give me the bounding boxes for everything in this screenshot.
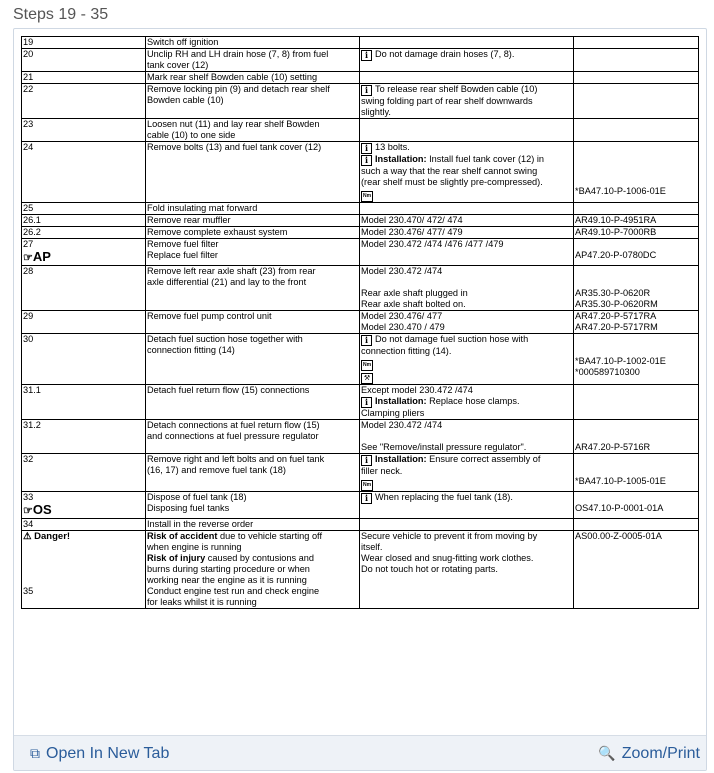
cell-line bbox=[361, 142, 572, 154]
cell-text: due to vehicle starting off bbox=[217, 531, 322, 541]
cell-text: See "Remove/install pressure regulator". bbox=[361, 442, 527, 452]
cell-line: AR49.10-P-4951RA bbox=[575, 215, 657, 225]
cell-line bbox=[575, 492, 697, 503]
table-row bbox=[22, 420, 699, 454]
cell-line bbox=[575, 239, 697, 250]
cell-line: tank cover (12) bbox=[147, 60, 209, 70]
cell-line: 27 bbox=[23, 239, 34, 249]
cell-line bbox=[147, 597, 358, 608]
notes-cell bbox=[360, 215, 574, 227]
step-cell bbox=[22, 203, 146, 215]
cell-line bbox=[361, 420, 572, 431]
reference-cell bbox=[574, 49, 699, 72]
danger-cell bbox=[22, 531, 146, 609]
operation-cell bbox=[146, 142, 360, 203]
spacer bbox=[23, 542, 144, 553]
cell-line: 26.1 bbox=[23, 215, 41, 225]
notes-cell bbox=[360, 203, 574, 215]
table-row bbox=[22, 519, 699, 531]
cell-line: Remove bolts (13) and fuel tank cover (12) bbox=[147, 142, 322, 152]
cell-line: Do not touch hot or rotating parts. bbox=[361, 564, 498, 574]
cell-line: Wear closed and snug-fitting work clothes. bbox=[361, 553, 534, 563]
cell-line: connection fitting (14) bbox=[147, 345, 235, 355]
cell-line: Unclip RH and LH drain hose (7, 8) from fuel bbox=[147, 49, 329, 59]
cell-line bbox=[147, 586, 358, 597]
torque-icon: Nm bbox=[361, 480, 373, 491]
notes-cell bbox=[360, 84, 574, 119]
cell-line bbox=[147, 553, 358, 564]
cell-line: 32 bbox=[23, 454, 34, 464]
cell-line bbox=[575, 345, 697, 356]
cell-line: 25 bbox=[23, 203, 34, 213]
cell-line bbox=[361, 277, 572, 288]
cell-line bbox=[361, 239, 572, 250]
cell-line bbox=[361, 466, 572, 477]
cell-text: 13 bolts. bbox=[375, 142, 410, 152]
cell-line bbox=[575, 153, 697, 164]
danger-label: Danger! bbox=[34, 531, 71, 542]
cell-text: Model 230.470 / 479 bbox=[361, 322, 445, 332]
step-cell bbox=[22, 239, 146, 266]
cell-line: Remove locking pin (9) and detach rear shelf bbox=[147, 84, 330, 94]
cell-text: Model 230.472 /474 bbox=[361, 266, 443, 276]
info-icon: i bbox=[361, 50, 372, 61]
cell-line: Remove left rear axle shaft (23) from rear bbox=[147, 266, 316, 276]
cell-text: burns during starting procedure or when bbox=[147, 564, 310, 574]
operation-cell bbox=[146, 519, 360, 531]
danger-row bbox=[22, 531, 699, 609]
operation-cell bbox=[146, 334, 360, 385]
cell-text: Model 230.472 /474 /476 /477 /479 bbox=[361, 239, 504, 249]
reference-cell bbox=[574, 239, 699, 266]
reference-cell bbox=[574, 385, 699, 420]
cell-text: swing folding part of rear shelf downwards bbox=[361, 96, 533, 106]
cell-line: *000589710300 bbox=[575, 367, 640, 377]
table-row bbox=[22, 266, 699, 311]
cell-line bbox=[361, 311, 572, 322]
cell-text: Model 230.476/ 477 bbox=[361, 311, 443, 321]
reference-cell bbox=[574, 311, 699, 334]
cell-line: 31.1 bbox=[23, 385, 41, 395]
cell-text: slightly. bbox=[361, 107, 391, 117]
bold-label: Risk of accident bbox=[147, 531, 218, 541]
cell-line bbox=[575, 431, 697, 442]
operation-cell bbox=[146, 454, 360, 492]
cell-line bbox=[147, 542, 358, 553]
operation-cell bbox=[146, 215, 360, 227]
open-new-tab-icon: ⧉ bbox=[30, 745, 40, 761]
cell-text: Model 230.476/ 477/ 479 bbox=[361, 227, 463, 237]
reference-cell bbox=[574, 454, 699, 492]
cell-line: AR35.30-P-0620R bbox=[575, 288, 651, 298]
cell-text: for leaks whilst it is running bbox=[147, 597, 257, 607]
zoom-print-label: Zoom/Print bbox=[621, 745, 700, 762]
cell-line bbox=[361, 49, 572, 61]
reference-cell bbox=[574, 531, 699, 609]
torque-icon: Nm bbox=[361, 191, 373, 202]
reference-cell bbox=[574, 37, 699, 49]
table-row bbox=[22, 311, 699, 334]
step-cell bbox=[22, 72, 146, 84]
open-in-new-tab-label: Open In New Tab bbox=[46, 745, 170, 762]
cell-line bbox=[575, 334, 697, 345]
notes-cell bbox=[360, 492, 574, 519]
cell-line: *BA47.10-P-1006-01E bbox=[575, 186, 666, 196]
doc-type-label: OS bbox=[32, 502, 52, 517]
cell-text: Replace hose clamps. bbox=[426, 396, 520, 406]
cell-line: *BA47.10-P-1005-01E bbox=[575, 476, 666, 486]
info-icon: i bbox=[361, 155, 372, 166]
cell-line: AR47.20-P-5717RM bbox=[575, 322, 658, 332]
notes-cell bbox=[360, 531, 574, 609]
cell-line: 33 bbox=[23, 492, 34, 502]
reference-cell bbox=[574, 119, 699, 142]
step-cell bbox=[22, 420, 146, 454]
cell-text: caused by contusions and bbox=[205, 553, 314, 563]
notes-cell bbox=[360, 454, 574, 492]
spacer bbox=[23, 564, 144, 575]
cell-line bbox=[361, 442, 572, 453]
step-cell bbox=[22, 37, 146, 49]
cell-line: axle differential (21) and lay to the front bbox=[147, 277, 307, 287]
operation-cell bbox=[146, 420, 360, 454]
table-row bbox=[22, 492, 699, 519]
notes-cell bbox=[360, 519, 574, 531]
step-cell bbox=[22, 266, 146, 311]
zoom-print-link[interactable] bbox=[598, 745, 700, 763]
info-icon: i bbox=[361, 85, 372, 96]
cell-line: 28 bbox=[23, 266, 34, 276]
step-cell bbox=[22, 215, 146, 227]
cell-line: Fold insulating mat forward bbox=[147, 203, 258, 213]
info-icon: i bbox=[361, 455, 372, 466]
operation-cell bbox=[146, 492, 360, 519]
cell-line: Install in the reverse order bbox=[147, 519, 254, 529]
cell-line: Remove right and left bolts and on fuel tank bbox=[147, 454, 325, 464]
cell-line bbox=[147, 531, 358, 542]
cell-text: connection fitting (14). bbox=[361, 346, 452, 356]
cell-line bbox=[361, 385, 572, 396]
warning-triangle-icon: ⚠ bbox=[23, 531, 35, 542]
bold-label: Installation: bbox=[375, 154, 427, 164]
cell-line: AR49.10-P-7000RB bbox=[575, 227, 657, 237]
cell-line: 23 bbox=[23, 119, 34, 129]
cell-line bbox=[361, 96, 572, 107]
zoom-icon: 🔍 bbox=[598, 745, 616, 761]
cell-line: 30 bbox=[23, 334, 34, 344]
cell-line: Detach connections at fuel return flow (15) bbox=[147, 420, 320, 430]
cell-line: Dispose of fuel tank (18) bbox=[147, 492, 247, 502]
notes-cell bbox=[360, 227, 574, 239]
operation-cell bbox=[146, 311, 360, 334]
cell-line: Mark rear shelf Bowden cable (10) setting bbox=[147, 72, 318, 82]
cell-line bbox=[575, 142, 697, 153]
notes-cell bbox=[360, 119, 574, 142]
bold-label: Installation: bbox=[375, 396, 427, 406]
cell-line bbox=[361, 288, 572, 299]
page-title: Steps 19 - 35 bbox=[13, 6, 109, 23]
cell-line: itself. bbox=[361, 542, 383, 552]
table-row bbox=[22, 454, 699, 492]
cell-line bbox=[575, 465, 697, 476]
table-row bbox=[22, 203, 699, 215]
notes-cell bbox=[360, 37, 574, 49]
cell-line bbox=[23, 503, 144, 518]
cell-text: filler neck. bbox=[361, 466, 403, 476]
reference-cell bbox=[574, 227, 699, 239]
operation-cell bbox=[146, 239, 360, 266]
step-cell bbox=[22, 84, 146, 119]
cell-line bbox=[147, 564, 358, 575]
cell-line: Switch off ignition bbox=[147, 37, 219, 47]
operation-cell bbox=[146, 37, 360, 49]
cell-text: Rear axle shaft plugged in bbox=[361, 288, 468, 298]
cell-line: 26.2 bbox=[23, 227, 41, 237]
reference-cell bbox=[574, 203, 699, 215]
cell-line: 19 bbox=[23, 37, 34, 47]
step-cell bbox=[22, 385, 146, 420]
notes-cell bbox=[360, 266, 574, 311]
cell-line: *BA47.10-P-1002-01E bbox=[575, 356, 666, 366]
step-cell bbox=[22, 519, 146, 531]
operation-cell bbox=[146, 49, 360, 72]
cell-line bbox=[361, 396, 572, 408]
step-cell bbox=[22, 311, 146, 334]
cell-text: When replacing the fuel tank (18). bbox=[375, 492, 513, 502]
cell-line: AR47.20-P-5717RA bbox=[575, 311, 657, 321]
cell-text: working near the engine as it is running bbox=[147, 575, 307, 585]
cell-line: AR35.30-P-0620RM bbox=[575, 299, 658, 309]
cell-line bbox=[575, 277, 697, 288]
cell-line: Disposing fuel tanks bbox=[147, 503, 230, 513]
cell-line bbox=[575, 454, 697, 465]
reference-cell bbox=[574, 266, 699, 311]
cell-line bbox=[361, 227, 572, 238]
cell-line bbox=[23, 250, 144, 265]
cell-line bbox=[361, 477, 572, 491]
reference-cell bbox=[574, 334, 699, 385]
cell-line bbox=[361, 299, 572, 310]
cell-text: Install fuel tank cover (12) in bbox=[426, 154, 545, 164]
footer-bar bbox=[14, 735, 706, 771]
info-icon: i bbox=[361, 493, 372, 504]
cell-line: Replace fuel filter bbox=[147, 250, 218, 260]
cell-line bbox=[361, 346, 572, 357]
bold-label: Installation: bbox=[375, 454, 427, 464]
cell-line: 29 bbox=[23, 311, 34, 321]
step-cell bbox=[22, 49, 146, 72]
table-row bbox=[22, 37, 699, 49]
cell-text: such a way that the rear shelf cannot swing bbox=[361, 166, 538, 176]
steps-table bbox=[21, 36, 699, 609]
document-frame bbox=[13, 28, 707, 771]
cell-line: Remove fuel pump control unit bbox=[147, 311, 272, 321]
cell-text: Except model 230.472 /474 bbox=[361, 385, 473, 395]
notes-cell bbox=[360, 385, 574, 420]
cell-text: Do not damage drain hoses (7, 8). bbox=[375, 49, 515, 59]
table-row bbox=[22, 72, 699, 84]
cell-line bbox=[361, 492, 572, 504]
cell-line: Remove rear muffler bbox=[147, 215, 231, 225]
reference-cell bbox=[574, 420, 699, 454]
spacer bbox=[23, 575, 144, 586]
danger-heading bbox=[23, 531, 144, 542]
cell-line: Loosen nut (11) and lay rear shelf Bowden bbox=[147, 119, 320, 129]
operation-cell bbox=[146, 119, 360, 142]
cell-text: Conduct engine test run and check engine bbox=[147, 586, 320, 596]
step-cell bbox=[22, 492, 146, 519]
tool-icon: ⚒ bbox=[361, 373, 373, 384]
notes-cell bbox=[360, 239, 574, 266]
cell-line bbox=[361, 408, 572, 419]
table-row bbox=[22, 239, 699, 266]
operation-cell bbox=[146, 203, 360, 215]
reference-cell bbox=[574, 72, 699, 84]
cell-text: Ensure correct assembly of bbox=[426, 454, 541, 464]
step-cell bbox=[22, 227, 146, 239]
cell-line: Bowden cable (10) bbox=[147, 95, 224, 105]
reference-cell bbox=[574, 215, 699, 227]
cell-line bbox=[361, 166, 572, 177]
table-row bbox=[22, 227, 699, 239]
reference-cell bbox=[574, 519, 699, 531]
cell-line: AR47.20-P-5716R bbox=[575, 442, 651, 452]
operation-cell bbox=[146, 531, 360, 609]
reference-cell bbox=[574, 492, 699, 519]
cell-line bbox=[361, 322, 572, 333]
notes-cell bbox=[360, 334, 574, 385]
cell-line: (16, 17) and remove fuel tank (18) bbox=[147, 465, 286, 475]
cell-line bbox=[575, 164, 697, 175]
operation-cell bbox=[146, 385, 360, 420]
table-row bbox=[22, 84, 699, 119]
info-icon: i bbox=[361, 143, 372, 154]
cell-line bbox=[575, 175, 697, 186]
open-in-new-tab-link[interactable] bbox=[30, 745, 169, 763]
cell-line bbox=[361, 177, 572, 188]
cell-line: 31.2 bbox=[23, 420, 41, 430]
cell-line: and connections at fuel pressure regulator bbox=[147, 431, 319, 441]
cell-line bbox=[361, 334, 572, 346]
cell-line bbox=[361, 454, 572, 466]
operation-cell bbox=[146, 72, 360, 84]
info-icon: i bbox=[361, 397, 372, 408]
step-cell bbox=[22, 454, 146, 492]
operation-cell bbox=[146, 84, 360, 119]
cell-line: Remove complete exhaust system bbox=[147, 227, 288, 237]
cell-line: 21 bbox=[23, 72, 34, 82]
cell-text: Do not damage fuel suction hose with bbox=[375, 334, 529, 344]
cell-text: Clamping pliers bbox=[361, 408, 425, 418]
reference-cell bbox=[574, 84, 699, 119]
notes-cell bbox=[360, 142, 574, 203]
cell-line bbox=[147, 575, 358, 586]
notes-cell bbox=[360, 72, 574, 84]
pointing-hand-icon: ☞ bbox=[23, 252, 33, 264]
cell-line: Remove fuel filter bbox=[147, 239, 219, 249]
cell-line bbox=[361, 371, 572, 384]
reference-cell bbox=[574, 142, 699, 203]
table-row bbox=[22, 49, 699, 72]
step-cell bbox=[22, 142, 146, 203]
cell-line: 34 bbox=[23, 519, 34, 529]
cell-line: 24 bbox=[23, 142, 34, 152]
cell-line bbox=[361, 431, 572, 442]
step-number: 35 bbox=[23, 586, 34, 596]
cell-text: Rear axle shaft bolted on. bbox=[361, 299, 466, 309]
cell-text: (rear shelf must be slightly pre-compressed). bbox=[361, 177, 543, 187]
notes-cell bbox=[360, 49, 574, 72]
cell-line bbox=[575, 266, 697, 277]
cell-line: 20 bbox=[23, 49, 34, 59]
spacer bbox=[23, 553, 144, 564]
cell-line bbox=[361, 266, 572, 277]
cell-line: 22 bbox=[23, 84, 34, 94]
cell-line bbox=[361, 357, 572, 371]
cell-line bbox=[361, 215, 572, 226]
info-icon: i bbox=[361, 335, 372, 346]
cell-line: AP47.20-P-0780DC bbox=[575, 250, 657, 260]
table-row bbox=[22, 215, 699, 227]
cell-line: Detach fuel return flow (15) connections bbox=[147, 385, 310, 395]
cell-text: Model 230.472 /474 bbox=[361, 420, 443, 430]
cell-line: OS47.10-P-0001-01A bbox=[575, 503, 664, 513]
table-row bbox=[22, 385, 699, 420]
pointing-hand-icon: ☞ bbox=[23, 505, 33, 517]
table-row bbox=[22, 334, 699, 385]
notes-cell bbox=[360, 420, 574, 454]
cell-line bbox=[361, 107, 572, 118]
step-cell bbox=[22, 334, 146, 385]
cell-text: Model 230.470/ 472/ 474 bbox=[361, 215, 463, 225]
table-row bbox=[22, 142, 699, 203]
operation-cell bbox=[146, 227, 360, 239]
cell-text: To release rear shelf Bowden cable (10) bbox=[375, 84, 538, 94]
cell-line: Detach fuel suction hose together with bbox=[147, 334, 303, 344]
cell-text: when engine is running bbox=[147, 542, 242, 552]
notes-cell bbox=[360, 311, 574, 334]
bold-label: Risk of injury bbox=[147, 553, 206, 563]
operation-cell bbox=[146, 266, 360, 311]
cell-line: Secure vehicle to prevent it from moving by bbox=[361, 531, 538, 541]
cell-line: cable (10) to one side bbox=[147, 130, 236, 140]
cell-line bbox=[361, 188, 572, 202]
table-row bbox=[22, 119, 699, 142]
cell-line: AS00.00-Z-0005-01A bbox=[575, 531, 662, 541]
torque-icon: Nm bbox=[361, 360, 373, 371]
cell-line bbox=[361, 154, 572, 166]
cell-line bbox=[575, 420, 697, 431]
cell-line bbox=[361, 84, 572, 96]
step-cell bbox=[22, 119, 146, 142]
doc-type-label: AP bbox=[32, 249, 51, 264]
